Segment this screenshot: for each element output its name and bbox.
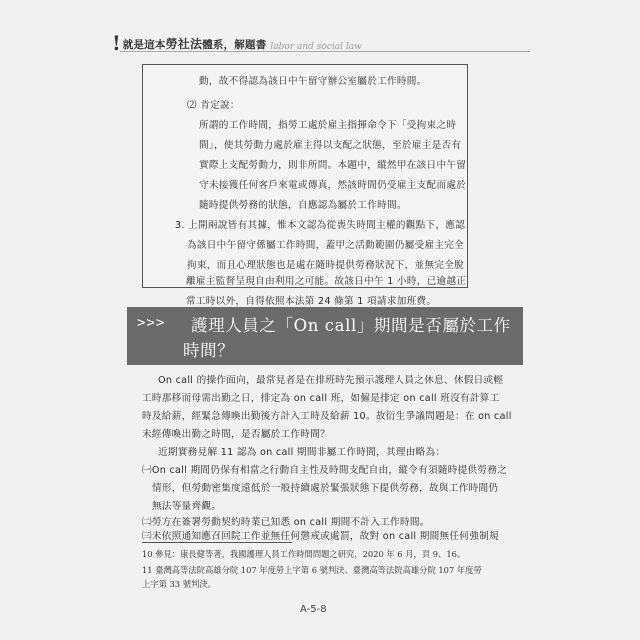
- footnote-divider: [142, 542, 292, 543]
- header-title-english: labor and social law: [270, 42, 362, 52]
- section-title-line2: 時間？: [183, 341, 235, 360]
- box-line: 守未接獲任何客戶來電或傳真，然該時間仍受雇主支配而處於: [199, 180, 467, 191]
- box-line: 所謂的工作時間，指勞工處於雇主指揮命令下「受拘束之時: [199, 120, 457, 131]
- body-line: On call 的操作面向，最常見者是在排班時先預示護理人員之休息、休假日或輕: [158, 375, 504, 386]
- footnote: 上字第 33 號判決。: [142, 579, 216, 589]
- box-line: 3. 上開兩說皆有其據，惟本文認為從喪失時間主權的觀點下，應認: [175, 220, 466, 231]
- body-line: 時及給薪，經緊急傳喚出勤後方計入工時及給薪 10。故衍生爭議問題是：在 on call: [142, 411, 512, 422]
- body-line: 無法等量齊觀。: [152, 501, 222, 512]
- box-line: 動，故不得認為該日中午留守辦公室屬於工作時間。: [199, 76, 427, 87]
- box-line: 拘束，而且心理狀態也是處在隨時提供勞務狀況下，並無完全脫: [187, 260, 465, 271]
- body-line: 情形，但勞動密集度遠低於一般持續處於緊張狀態下提供勞務，故與工作時間仍: [152, 483, 499, 494]
- section-title-line1: 護理人員之「On call」期間是否屬於工作: [191, 316, 511, 335]
- box-line: 常工時以外，自得依照本法第 24 條第 1 項請求加班費。: [186, 296, 437, 307]
- footnote: 10 參見：康長健等著，我國護理人員工作時間問題之研究，2020 年 6 月，頁 9、16。: [142, 549, 466, 559]
- body-line: 近期實務見解 11 認為 on call 期間非屬工作時間，其理由略為：: [158, 447, 446, 458]
- header-title-main: 勞社法: [165, 37, 203, 51]
- box-line: 離雇主監督呈現自由利用之可能。故該日中午 1 小時，已逾越正: [186, 276, 467, 287]
- header-divider: [120, 51, 530, 52]
- box-line: 間」，使其勞動力處於雇主得以支配之狀態，至於雇主是否有: [199, 140, 462, 151]
- body-line: 未經傳喚出勤之時間，是否屬於工作時間？: [142, 429, 330, 440]
- body-line: ㈢未依照通知應召回院工作並無任何懲戒或處罰，故對 on call 期間無任何強制規: [142, 531, 499, 542]
- footnote: 11 臺灣高等法院高雄分院 107 年度勞上字第 6 號判決、臺灣高等法院高雄分院 107 年度勞: [142, 565, 482, 575]
- box-line: 實際上支配勞動力，則非所問。本題中，縱然甲在該日中午留: [199, 160, 467, 171]
- box-line: ⑵ 肯定說：: [187, 100, 240, 111]
- body-line: ㈠On call 期間仍保有相當之行動自主性及時間支配自由，縱令有須隨時提供勞務之: [142, 465, 508, 476]
- header-title-pre: 就是這本: [122, 39, 166, 51]
- chevron-right-icon: >>>: [137, 315, 166, 331]
- section-heading: [127, 307, 523, 365]
- header-title: [123, 35, 267, 52]
- answer-box: [142, 64, 468, 288]
- running-header: [112, 31, 532, 55]
- body-line: 工時那移而母需出勤之日，排定為 on call 班，如僱是排定 on call 班沒有計算工: [142, 393, 500, 404]
- page-number: A-5-8: [300, 604, 327, 615]
- box-line: 為該日中午留守係屬工作時間，蓋甲之活動範圍仍屬受雇主完全: [187, 240, 465, 251]
- exclamation-logo-icon: !: [112, 31, 121, 55]
- box-line: 隨時提供勞務的狀態，自應認為屬於工作時間。: [199, 200, 407, 211]
- body-line: ㈡勞方在簽署勞動契約時業已知悉 on call 期間不計入工作時間。: [142, 517, 430, 528]
- header-title-post: 體系，解題書: [202, 39, 267, 51]
